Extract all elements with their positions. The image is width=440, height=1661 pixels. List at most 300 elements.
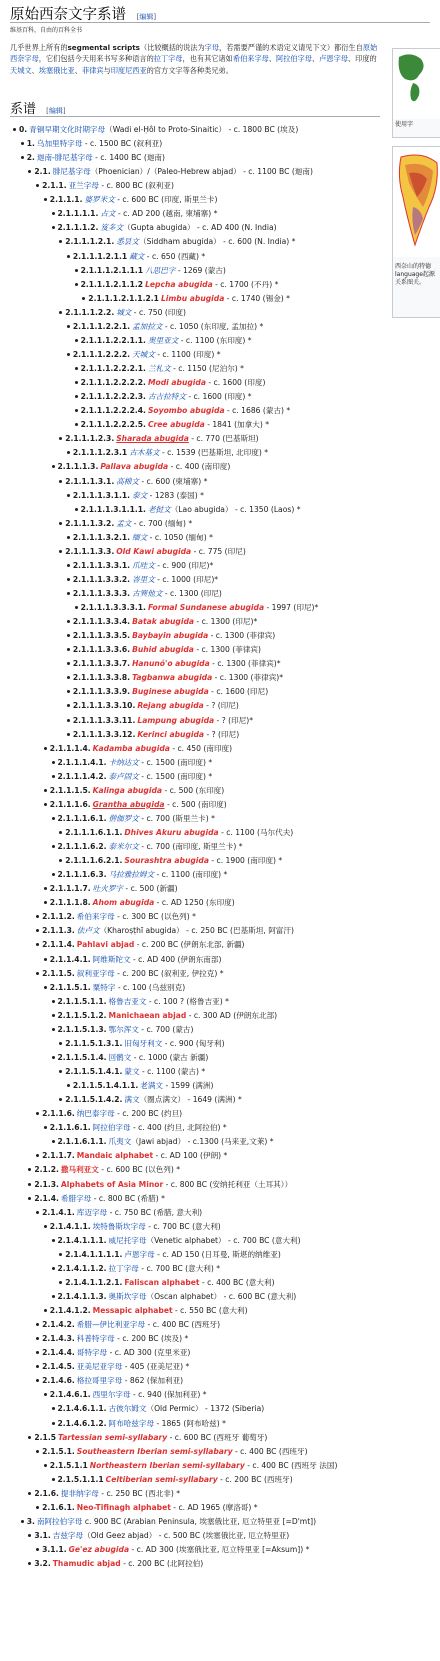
tree-details: - c. 800 BC (安纳托利亚（土耳其）） (163, 1179, 293, 1189)
script-link[interactable]: 古吉拉特文 (147, 392, 186, 402)
script-link[interactable]: Cree abugida (147, 420, 205, 430)
script-link[interactable]: 青铜早期文化时期字母 (29, 125, 106, 134)
tree-row (27, 1516, 392, 1527)
tree-number: 2.1.4.3. (42, 1334, 75, 1344)
tree-number: 2.1.4.1.1.2. (57, 1263, 107, 1273)
tree-details: - c. 400 BC (西班牙) (145, 1320, 221, 1330)
tree-number: 2.1.4.1.1.3. (57, 1291, 107, 1301)
intro-link[interactable]: 拉丁字母 (153, 54, 183, 64)
script-link[interactable]: 爪哇文 (132, 560, 155, 570)
script-link[interactable]: 古木基文 (129, 448, 160, 458)
list-bullet (67, 676, 70, 679)
tree-row (19, 124, 392, 135)
script-link[interactable]: 南阿拉伯字母 (36, 1516, 83, 1526)
tree-details: - c. 1000 (蒙古 新疆) (131, 1052, 209, 1062)
script-link[interactable]: 科普特字母 (76, 1334, 115, 1344)
script-link[interactable]: 满文 (124, 1095, 140, 1105)
script-link[interactable]: Buginese abugida (132, 687, 209, 697)
list-bullet (44, 789, 47, 792)
script-link[interactable]: Kerinci abugida (137, 729, 205, 739)
tree-row (42, 1347, 392, 1358)
script-link[interactable]: 哥特字母 (76, 1348, 108, 1358)
script-link[interactable]: 威尼托字母 (108, 1235, 147, 1245)
tree-details: - c. 200 BC (西班牙) (217, 1474, 293, 1484)
list-bullet (36, 972, 39, 975)
list-bullet (52, 212, 55, 215)
script-link[interactable]: 卡纳达文 (108, 757, 139, 767)
script-link[interactable]: Kalinga abugida (92, 785, 163, 795)
tree-details: - c. 1539 (巴基斯坦, 北印度) * (159, 448, 268, 458)
tree-number: 2.1.1.1.2.2.2.4. (80, 406, 146, 416)
tree-row (73, 574, 392, 585)
script-link[interactable]: 古巽他文 (132, 588, 163, 598)
intro-text: 、 (268, 54, 277, 64)
script-link[interactable]: Grantha abugida (92, 799, 165, 809)
script-link[interactable]: 纳巴泰字母 (76, 1109, 115, 1119)
script-link[interactable]: 卢恩字母 (124, 1249, 155, 1259)
tree-row (42, 1207, 392, 1218)
tree-number: 2.1.1.1.2. (57, 223, 99, 233)
script-link[interactable]: 希腊—伊比利亚字母 (76, 1320, 146, 1330)
script-link[interactable]: 提非纳字母 (60, 1488, 99, 1498)
script-link[interactable]: 老满文 (140, 1081, 164, 1091)
list-bullet (67, 325, 70, 328)
tree-details: - c. 300 BC (以色列) * (114, 912, 196, 922)
script-link[interactable]: Faliscan alphabet (124, 1277, 200, 1287)
script-link[interactable]: Mandaic alphabet (76, 1151, 154, 1161)
tree-number: 2.1.1.1.2.3.1 (72, 448, 128, 458)
list-bullet (28, 170, 31, 173)
tree-details: - 1283 (泰国) * (147, 490, 204, 500)
list-bullet (75, 283, 78, 286)
tree-row (81, 363, 392, 374)
tree-details: - c. AD 200 (越南, 柬埔寨) * (115, 209, 218, 219)
intro-link[interactable]: 天城文 (10, 65, 32, 75)
script-link[interactable]: 鄂尔浑文 (108, 1024, 139, 1034)
tree-details: - 405 (亚美尼亚) * (122, 1362, 190, 1372)
list-bullet (52, 1295, 55, 1298)
tree-details: - c. 1686 (蒙古) * (224, 406, 291, 416)
tree-details: - 1599 (满洲) (163, 1081, 214, 1091)
script-link[interactable]: Celtiberian semi-syllabary (105, 1474, 218, 1484)
tree-row (50, 954, 392, 965)
script-link[interactable]: 格鲁吉亚文 (108, 996, 147, 1006)
script-link[interactable]: 迦南-腓尼基字母 (36, 153, 93, 163)
script-link[interactable]: Pallava abugida (100, 462, 169, 472)
tree-details: - c. 750 (印度) (131, 307, 186, 317)
script-link[interactable]: 西里尔字母 (92, 1390, 131, 1400)
tree-row (42, 1319, 392, 1330)
intro-link[interactable]: 原始西奈字母 (10, 43, 378, 64)
script-link[interactable]: 孟加拉文 (132, 321, 163, 331)
list-bullet (44, 986, 47, 989)
list-bullet (67, 733, 70, 736)
tree-number: 2.1.1.1.7. (49, 884, 91, 894)
tree-row (81, 335, 392, 346)
tree-row (65, 433, 392, 444)
script-link[interactable]: 古彼尔姆文 (108, 1404, 147, 1414)
tree-number: 2.1.1.1.2.1. (65, 237, 115, 247)
tree-row (42, 939, 392, 950)
tree-row (65, 1038, 392, 1049)
tree-details: （Gupta abugida） - c. AD 400 (N. India) (123, 223, 277, 233)
list-bullet (67, 662, 70, 665)
script-map-thumbnail[interactable] (392, 146, 440, 318)
intro-text: 、 (311, 54, 320, 64)
list-bullet (36, 1450, 39, 1453)
list-bullet (52, 1239, 55, 1242)
script-link[interactable]: Ge'ez abugida (68, 1545, 130, 1555)
list-bullet (44, 958, 47, 961)
tree-details: - c. 500 (东印度) (162, 785, 225, 795)
script-link[interactable]: 叙利亚字母 (76, 968, 115, 978)
script-link[interactable]: Buhid abugida (132, 645, 194, 655)
tree-row (65, 546, 392, 557)
section-edit-label[interactable]: 编辑 (48, 107, 63, 115)
script-link[interactable]: 奥里亚文 (147, 335, 179, 345)
tree-number: 0. (19, 125, 28, 134)
script-link[interactable]: Kadamba abugida (92, 743, 170, 753)
list-bullet (67, 634, 70, 637)
tree-details: - c. 1300 (印尼)* (194, 617, 258, 627)
tree-details: - c. 770 (巴基斯坦) (188, 434, 259, 444)
tree-details: （Siddham abugida） - c. 600 (N. India) * (138, 237, 296, 247)
intro-link[interactable]: 埃塞俄比亚 (38, 65, 75, 75)
script-link[interactable]: Manichaean abjad (108, 1010, 187, 1020)
script-link[interactable]: 孟文 (116, 518, 132, 528)
tree-details: - c. 600 BC (印度, 斯里兰卡) (114, 195, 218, 205)
intro-text: 几乎世界上所有的 (10, 43, 68, 52)
list-bullet (59, 311, 62, 314)
script-link[interactable]: 旧匈牙利文 (124, 1038, 163, 1048)
tree-row (58, 869, 393, 880)
tree-details: - c. 700 (斯里兰卡) * (138, 813, 215, 823)
tree-details: - c. 700 BC (意大利) (145, 1221, 221, 1231)
script-link[interactable]: 爪夷文 (108, 1137, 132, 1147)
script-link[interactable]: Batak abugida (132, 617, 195, 627)
tree-row (73, 532, 392, 543)
tree-number: 2.1.1.1.3.3.3.1. (80, 603, 146, 613)
script-link[interactable]: 回鹘文 (108, 1052, 132, 1062)
tree-row (88, 293, 392, 304)
list-bullet (52, 761, 55, 764)
tree-details: - c. 500 (新疆) (123, 884, 178, 894)
script-link[interactable]: Northeastern Iberian semi-syllabary (89, 1460, 245, 1470)
tree-details: - c. AD 150 (日耳曼, 斯堪的纳维亚) (154, 1249, 281, 1259)
tree-details: （Wadi el-Ḥôl to Proto-Sinaitic） - c. 1800 BC (埃及) (105, 125, 299, 134)
intro-link[interactable]: 卢恩字母 (319, 54, 348, 64)
list-bullet (36, 1506, 39, 1509)
script-link[interactable]: 亚兰字母 (68, 181, 99, 191)
tree-number: 2.1.1.1.3.3.5. (72, 631, 131, 641)
tree-row (65, 236, 392, 247)
tree-number: 2.1.1.1.3.3.3. (72, 588, 131, 598)
script-link[interactable]: 天城文 (132, 349, 155, 359)
tree-number: 2.1.1.1.2.1.1.1 (80, 265, 144, 275)
script-link[interactable]: 阿拉伯字母 (92, 1123, 131, 1133)
tree-row (73, 321, 392, 332)
script-link[interactable]: 奥斯坎字母 (108, 1291, 147, 1301)
script-link[interactable]: 马拉雅拉姆文 (108, 870, 155, 880)
tree-number: 3.1.1. (42, 1545, 67, 1555)
script-link[interactable]: Alphabets of Asia Minor (60, 1179, 164, 1189)
script-link[interactable]: Lepcha abugida (145, 279, 213, 289)
script-link[interactable]: 希伯来字母 (76, 912, 115, 922)
script-link[interactable]: 库迈字母 (76, 1207, 108, 1217)
tree-row (50, 799, 392, 810)
script-link[interactable]: Old Kawi abugida (116, 546, 192, 556)
list-bullet (59, 1253, 62, 1256)
tree-row (81, 405, 392, 416)
script-link[interactable]: 僧伽罗文 (108, 813, 139, 823)
tree-row (58, 1024, 393, 1035)
script-link[interactable]: 蒙文 (124, 1067, 140, 1077)
script-link[interactable]: 笈多文 (100, 223, 124, 233)
script-link[interactable]: Baybayin abugida (132, 631, 209, 641)
tree-row (42, 1108, 392, 1119)
tree-row (34, 1530, 392, 1541)
script-link[interactable]: 阿布哈兹字母 (108, 1418, 155, 1428)
list-bullet (67, 719, 70, 722)
tree-number: 2.1.1.1.2.2.2.2. (80, 378, 146, 388)
tree-details: - c. 200 BC (埃及) * (114, 1334, 189, 1344)
list-bullet (52, 1267, 55, 1270)
tree-number: 2.1.5.1.1 (49, 1460, 88, 1470)
tree-details: （Lao abugida） - c. 1350 (Laos) * (170, 504, 301, 514)
script-link[interactable]: 阿维斯陀文 (92, 954, 131, 964)
tree-row (73, 588, 392, 599)
tree-row (42, 968, 392, 979)
script-link[interactable]: Hanunó'o abugida (132, 659, 210, 669)
list-bullet (36, 929, 39, 932)
list-bullet (75, 395, 78, 398)
intro-link[interactable]: 字母 (204, 43, 220, 52)
tree-number: 2.1.5.1. (42, 1446, 75, 1456)
script-link[interactable]: 吉兹字母 (52, 1531, 84, 1540)
script-link[interactable]: Messapic alphabet (92, 1306, 173, 1316)
tree-number: 2.1.1. (42, 181, 67, 191)
list-bullet (67, 578, 70, 581)
list-bullet (44, 1393, 47, 1396)
tree-number: 2.1.1.5.1.4. (57, 1052, 107, 1062)
intro-link[interactable]: 菲律宾 (81, 65, 104, 75)
tree-details: - c. 1300 (菲律宾) (193, 645, 261, 655)
tree-details: - ? (印尼)* (214, 715, 254, 725)
tree-number: 2.1.1.2. (42, 912, 75, 922)
tree-number: 2.1.4.2. (42, 1320, 75, 1330)
script-link[interactable]: 老挝文 (147, 504, 171, 514)
script-link[interactable]: Tagbanwa abugida (132, 673, 213, 683)
script-link[interactable]: 希腊字母 (60, 1193, 92, 1203)
tree-row (58, 813, 393, 824)
tree-row (73, 251, 392, 262)
list-bullet (36, 1112, 39, 1115)
tree-number: 2.1.4.1.1.1.1. (65, 1249, 123, 1259)
script-link[interactable]: Limbu abugida (160, 293, 225, 303)
tree-number: 2.1.1.1.6.2.1. (65, 856, 123, 866)
script-link[interactable]: 粟特字 (92, 982, 116, 992)
intro-text: ，它们包括今天用来书写多种语言的 (38, 54, 154, 64)
tree-number: 2.1.4.1.1.1. (57, 1235, 107, 1245)
tree-row (65, 307, 392, 318)
tree-details: - c. 1500 BC (叙利亚) (82, 139, 163, 149)
tree-details: - c. 800 BC (叙利亚) (98, 181, 174, 191)
tree-details: - 1841 (加拿大) * (204, 420, 270, 430)
script-link[interactable]: 格拉哥里字母 (76, 1376, 123, 1386)
intro-text: ，若需要严谨的术语定义请见下文）都衍生自 (219, 43, 363, 52)
list-bullet (67, 255, 70, 258)
tree-row (81, 504, 392, 515)
intro-bold-term: segmental scripts (67, 43, 140, 52)
intro-text: 的官方文字等各种类兄弟。 (146, 65, 233, 75)
tree-number: 2.1.1.5.1. (49, 982, 91, 992)
tree-details: - c. 250 BC (西北非) * (98, 1488, 181, 1498)
list-bullet (82, 297, 85, 300)
script-link[interactable]: Formal Sundanese abugida (147, 603, 265, 613)
script-link[interactable]: Rejang abugida (137, 701, 204, 711)
script-link[interactable]: 泰文 (132, 490, 148, 500)
tree-row (42, 180, 392, 191)
tree-row (58, 996, 393, 1007)
script-link[interactable]: 高棉文 (116, 476, 139, 486)
list-bullet (44, 1309, 47, 1312)
title-edit-link[interactable]: [编辑] (136, 13, 157, 21)
tree-row (58, 841, 393, 852)
title-edit-label[interactable]: 编辑 (139, 13, 154, 21)
tree-details: - 1997 (印尼)* (264, 603, 319, 613)
tree-number: 2.1.1.1.2.1.1 (72, 251, 128, 261)
tree-number: 2.1.1.1.3.3.12. (72, 729, 136, 739)
script-link[interactable]: Sharada abugida (116, 434, 189, 444)
tree-details: - c. 1700 (不丹) * (212, 279, 279, 289)
intro-link[interactable]: 阿拉伯字母 (276, 54, 312, 64)
script-link[interactable]: Modi abugida (147, 378, 206, 388)
tree-details: - c. 450 (南印度) (169, 743, 233, 753)
script-link[interactable]: 埃特鲁斯坎字母 (92, 1221, 146, 1231)
script-link[interactable]: 泰卢固文 (108, 771, 139, 781)
tree-number: 2.1.4.6.1.2. (57, 1418, 107, 1428)
tree-number: 2.1.4.6.1. (49, 1390, 91, 1400)
tree-details: - c. 1600 (印尼) (208, 687, 269, 697)
tree-details: - c. 400 BC (西班牙) (232, 1446, 308, 1456)
tree-details: - c. 100 (乌兹别克) (115, 982, 186, 992)
intro-text: 、 (31, 65, 39, 75)
script-link[interactable]: 八思巴字 (145, 265, 176, 275)
script-link[interactable]: 撒马利亚文 (60, 1165, 99, 1175)
tree-number: 2.1.1.1.3.1. (65, 476, 115, 486)
list-bullet (59, 550, 62, 553)
list-bullet (44, 1464, 47, 1467)
map-thumbnail[interactable] (392, 48, 440, 138)
script-link[interactable]: 佉卢文 (76, 926, 100, 936)
tree-number: 2.1.1.1.2.1.1.2.1 (88, 293, 159, 303)
tree-details: - c. 300 AD (伊朗东北部) (186, 1010, 278, 1020)
tree-details: - c. 600 BC (西班牙 葡萄牙) (167, 1432, 268, 1442)
list-bullet (52, 1478, 55, 1481)
tree-details: - c. 1000 (印尼)* (154, 574, 219, 584)
script-link[interactable]: 悉昙文 (116, 237, 139, 247)
script-link[interactable]: 城文 (116, 307, 132, 317)
script-link[interactable]: Lampung abugida (137, 715, 215, 725)
tree-details: - c. 550 BC (意大利) (172, 1306, 248, 1316)
script-map-caption: 西奈山的特德language起源关系图关。 (395, 263, 435, 286)
script-link[interactable]: Dhives Akuru abugida (124, 828, 219, 837)
script-link[interactable]: 拉丁字母 (108, 1263, 139, 1273)
tree-row (73, 715, 392, 726)
tree-details: - c. 1100 (东印度) * (178, 335, 252, 345)
script-link[interactable]: 吐火罗字 (92, 884, 124, 894)
tree-details: - c. 200 BC (叙利亚, 伊拉克) * (114, 968, 224, 978)
tree-number: 2.1.4.1.2. (49, 1306, 91, 1316)
list-bullet (21, 156, 24, 159)
script-link[interactable]: Neo-Tifinagh alphabet (76, 1502, 171, 1512)
tree-details: - c. 1300 (菲律宾)* (209, 659, 281, 669)
script-link[interactable]: 峇里文 (132, 574, 155, 584)
tree-row (81, 377, 392, 388)
script-link[interactable]: 占文 (100, 209, 116, 219)
tree-row (65, 518, 392, 529)
list-bullet (75, 269, 78, 272)
list-bullet (52, 775, 55, 778)
tree-details: - c. 1500 (南印度) * (138, 771, 213, 781)
script-link[interactable]: 腓尼基字母 (52, 167, 91, 177)
script-link[interactable]: Tartessian semi-syllabary (58, 1432, 168, 1442)
script-link[interactable]: 兰札文 (147, 364, 171, 374)
tree-number: 2.1.5 (34, 1432, 57, 1442)
script-link[interactable]: 缅文 (132, 532, 148, 542)
tree-row (50, 785, 392, 796)
list-bullet (52, 873, 55, 876)
tree-number: 2.1.1.5.1.4.1.1. (72, 1081, 139, 1091)
tree-row (58, 771, 393, 782)
tree-number: 2.1.1.5.1.2. (57, 1010, 107, 1020)
script-link[interactable]: Soyombo abugida (147, 406, 225, 416)
intro-link[interactable]: 希伯来字母 (232, 54, 269, 64)
tree-number: 2.1.1.1.2.2.2.5. (80, 420, 146, 430)
tree-number: 2.1.1.3. (42, 926, 75, 936)
list-bullet (36, 1351, 39, 1354)
tree-details: - c. 650 (西藏) * (144, 251, 206, 261)
section-edit-link[interactable]: [编辑] (46, 107, 66, 115)
list-bullet (44, 803, 47, 806)
tree-details: - c. 1500 (南印度) * (138, 757, 213, 767)
script-link[interactable]: 婆罗米文 (84, 195, 115, 205)
intro-link[interactable]: 印度尼西亚 (110, 65, 147, 75)
script-link[interactable]: Thamudic abjad (52, 1559, 121, 1569)
script-link[interactable]: 藏文 (129, 251, 145, 261)
script-link[interactable]: Sourashtra abugida (124, 856, 209, 866)
tree-number: 2.1.1.1.3. (57, 462, 99, 472)
tree-details: - c. 940 (保加利亚) * (130, 1390, 207, 1400)
script-link[interactable]: Pahlavi abjad (76, 940, 135, 950)
script-region-map-image (393, 147, 440, 257)
tree-row (65, 1277, 392, 1288)
tree-number: 2.1.4.6.1.1. (57, 1404, 107, 1414)
script-link[interactable]: 泰米尔文 (108, 842, 139, 852)
list-bullet (59, 522, 62, 525)
list-bullet (75, 508, 78, 511)
tree-number: 2.1.1.1.3.2.1. (72, 532, 131, 542)
tree-details: - c. 1100 (蒙古) * (139, 1067, 206, 1077)
tree-row (81, 265, 392, 276)
script-link[interactable]: 乌加里特字母 (36, 139, 83, 149)
list-bullet (52, 1028, 55, 1031)
tree-details: - c. 1300 (菲律宾) (208, 631, 276, 641)
script-link[interactable]: 亚美尼亚字母 (76, 1362, 123, 1372)
tree-details: - c. 1300 (菲律宾)* (212, 673, 284, 683)
script-link[interactable]: Southeastern Iberian semi-syllabary (76, 1446, 233, 1456)
script-link[interactable]: Ahom abugida (92, 898, 155, 908)
